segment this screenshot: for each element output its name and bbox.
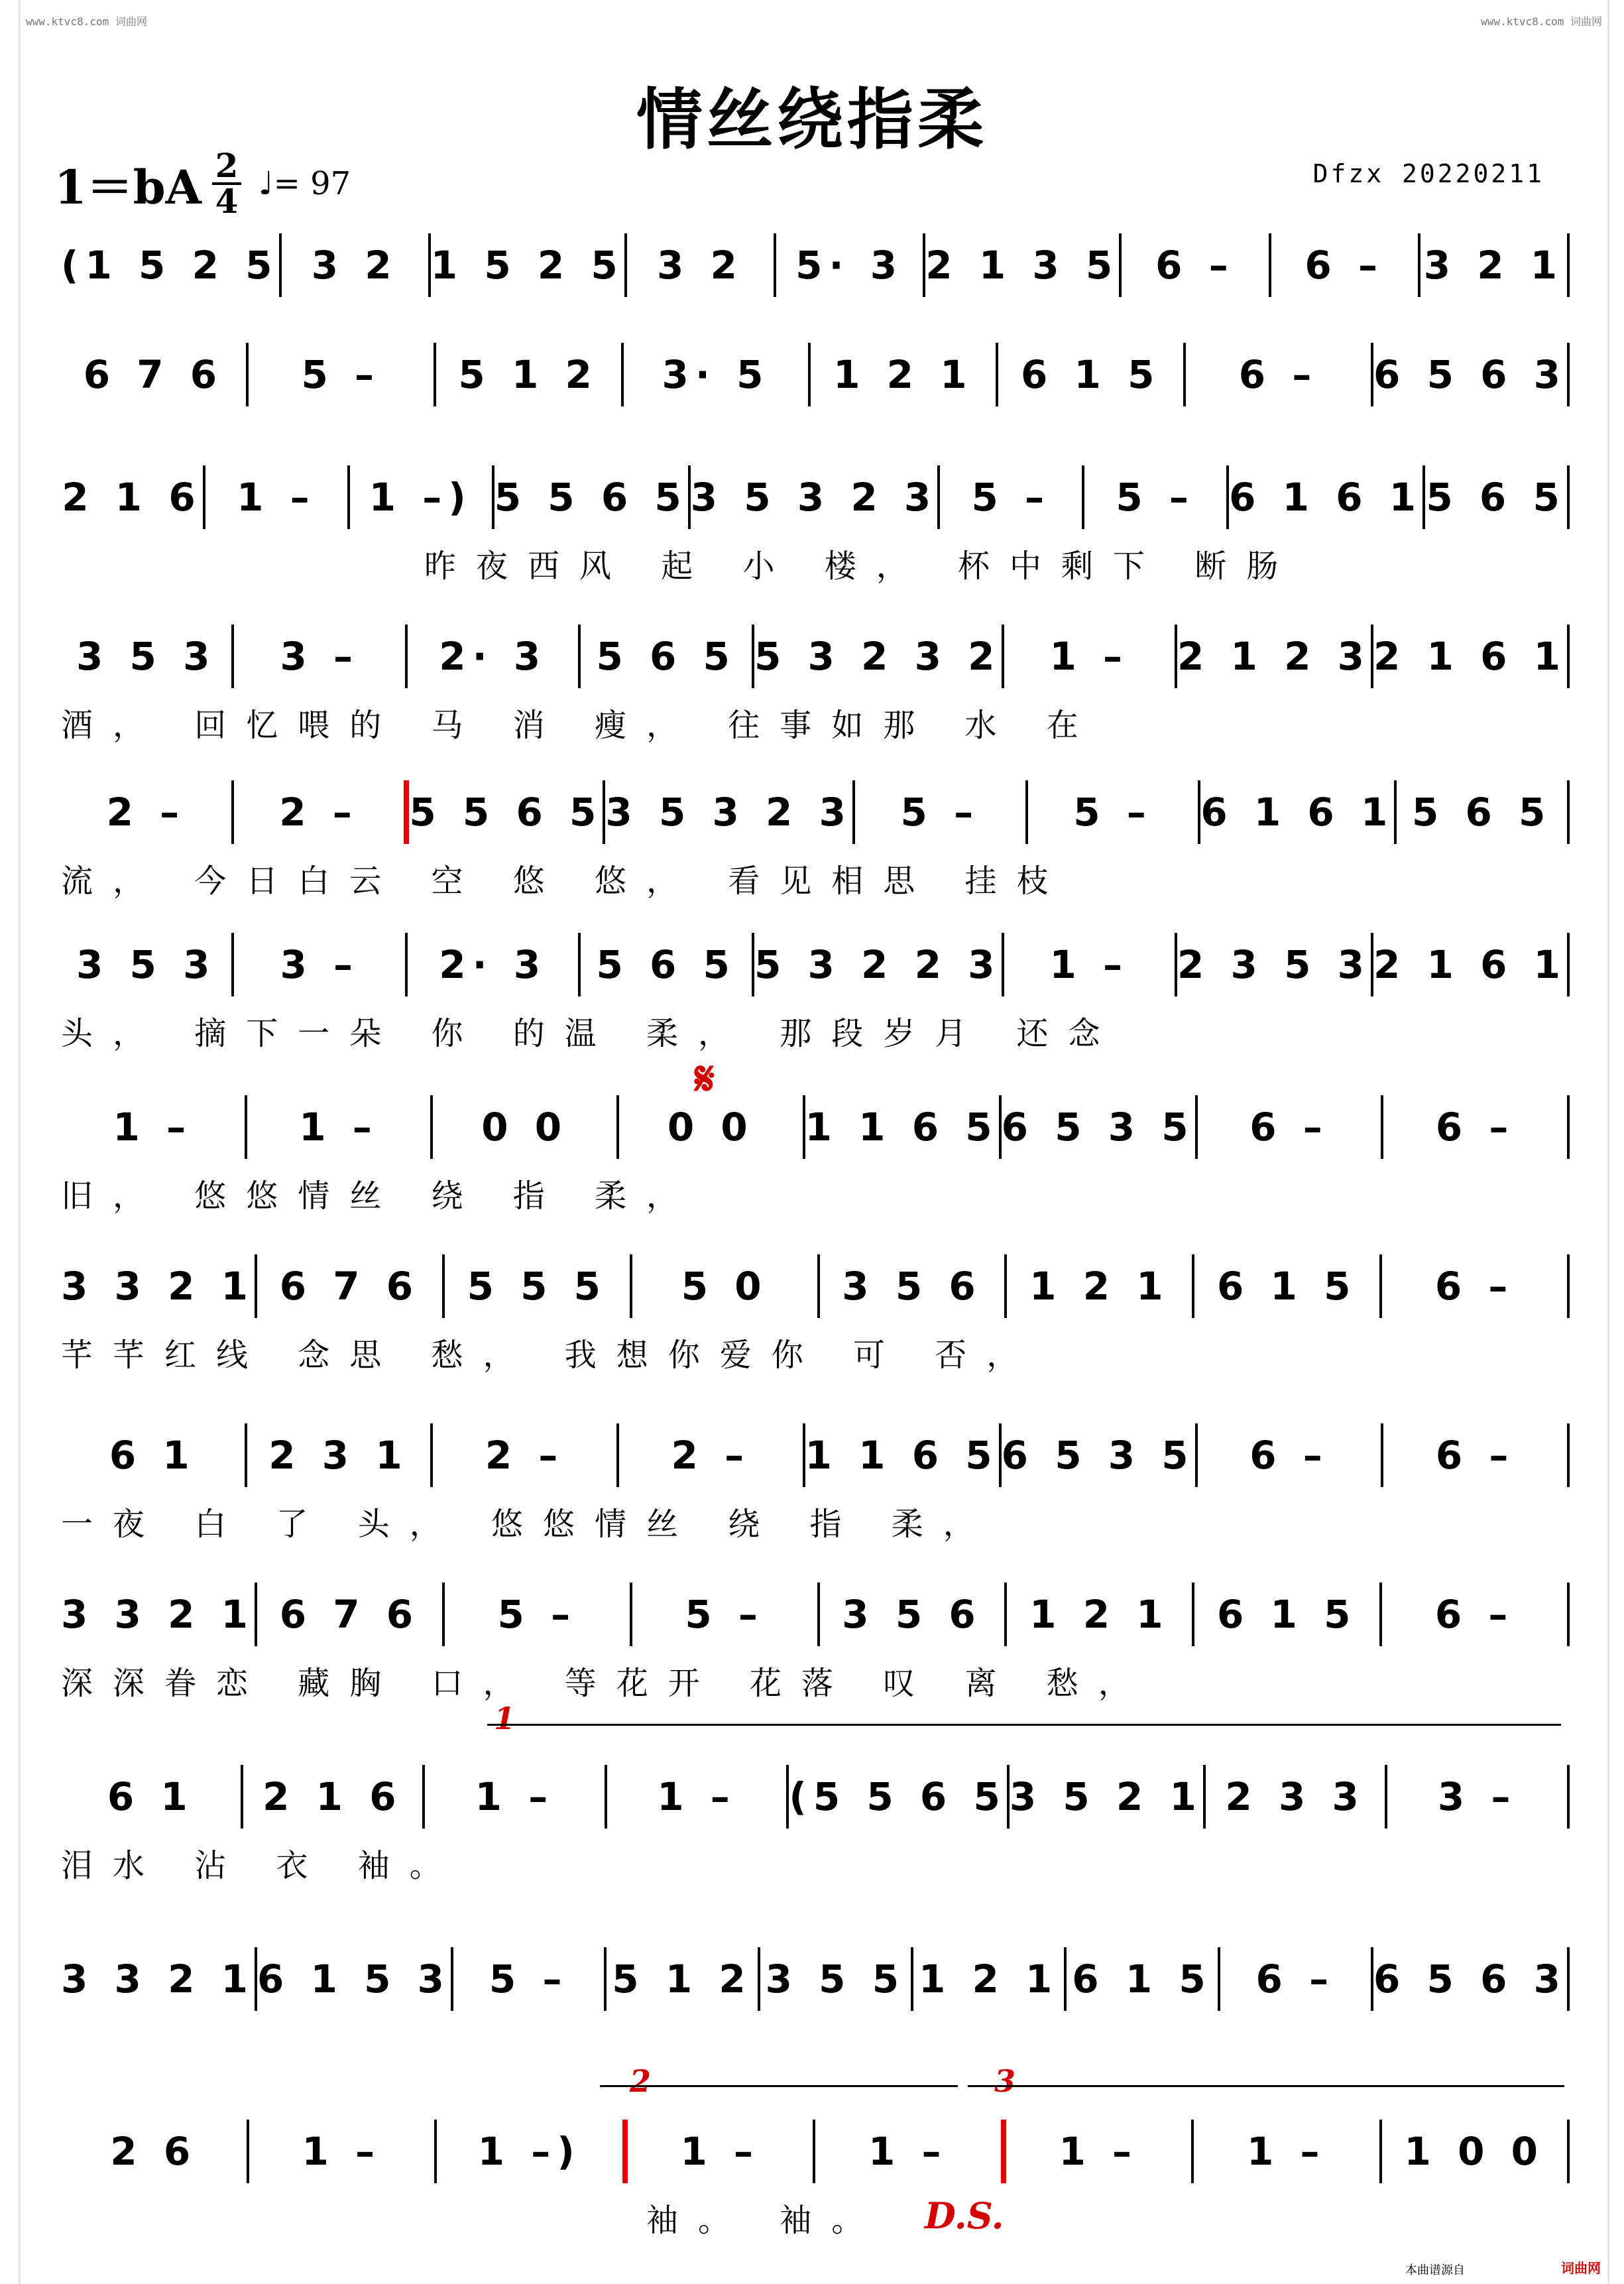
measure-notes: 5 6 5	[1426, 475, 1566, 520]
measure	[1382, 2129, 1568, 2174]
measure-notes: 2 –	[485, 1433, 565, 1478]
measure-notes: 3 5 6	[842, 1592, 982, 1637]
measure	[1200, 790, 1394, 835]
measure	[607, 1774, 787, 1819]
measure	[61, 352, 246, 397]
score-system	[61, 620, 1570, 693]
measure	[605, 790, 852, 835]
lyric-line: 酒， 回忆喂的 马 消 瘦， 往事如那 水 在	[61, 707, 1098, 744]
measure	[607, 1956, 757, 2002]
lyric-line: 芊芊红线 念思 愁， 我想你爱你 可 否，	[61, 1337, 1039, 1374]
measure-notes: 3 5 5	[765, 1956, 906, 2002]
barline	[1567, 780, 1570, 844]
measure	[581, 942, 751, 987]
measure	[61, 790, 231, 835]
measure-notes: 1 2 1	[833, 352, 974, 397]
measure	[445, 1592, 630, 1637]
barline	[404, 780, 409, 844]
measure	[913, 1956, 1064, 2002]
measure-notes: 2 1 6	[262, 1774, 403, 1819]
measure	[776, 243, 923, 288]
lyric-line: 昨夜西风 起 小 楼， 杯中剩下 断肠	[424, 548, 1299, 585]
measure	[1383, 1433, 1567, 1478]
measure-notes: 5 6 5	[596, 634, 736, 679]
measure	[243, 1774, 423, 1819]
lyric-line: 泪水 沾 衣 袖。	[61, 1847, 461, 1884]
measure-notes: 3 –	[1437, 1774, 1517, 1819]
measure	[282, 243, 428, 288]
measure-notes: 1 –	[113, 1105, 193, 1150]
measure	[805, 1105, 999, 1150]
measure-notes: 6 –	[1435, 1105, 1515, 1150]
measure	[1177, 634, 1371, 679]
measure	[1002, 1105, 1195, 1150]
measure	[1387, 1774, 1567, 1819]
measure	[754, 634, 1002, 679]
score-system	[61, 928, 1570, 1001]
measure	[425, 1774, 605, 1819]
measure-notes: 5 –	[900, 790, 980, 835]
barline	[1567, 1095, 1570, 1159]
measure-notes: 6 –	[1434, 1592, 1515, 1637]
measure	[61, 942, 231, 987]
lyric-line: 袖。 袖。	[646, 2202, 884, 2239]
measure-notes: 6 –	[1435, 1433, 1515, 1478]
score-system	[61, 461, 1570, 534]
measure-notes: 2 6	[110, 2129, 198, 2174]
measure-notes: 2 3 1	[268, 1433, 409, 1478]
measure-notes: 1 2 1	[918, 1956, 1059, 2002]
measure	[453, 1956, 604, 2002]
measure-notes: 1 –)	[477, 2129, 581, 2174]
measure-notes: 6 1 5	[1072, 1956, 1212, 2002]
measure	[205, 475, 347, 520]
measure	[257, 1592, 442, 1637]
measure-notes: 5 –	[685, 1592, 764, 1637]
measure	[619, 1433, 803, 1478]
measure	[1373, 634, 1567, 679]
measure-notes: 1 0 0	[1404, 2129, 1544, 2174]
measure-notes: 1 –	[1059, 2129, 1139, 2174]
key-signature	[54, 146, 351, 221]
time-signature	[212, 146, 241, 221]
watermark-left: www.ktvc8.com 词曲网	[26, 15, 147, 28]
measure	[805, 1433, 999, 1478]
measure-notes: 5 1 2	[458, 352, 599, 397]
measure-notes: 5 –	[1116, 475, 1195, 520]
measure	[408, 942, 578, 987]
measure	[61, 1592, 255, 1637]
measure	[1382, 1264, 1567, 1309]
measure	[1006, 2129, 1192, 2174]
measure	[1194, 1264, 1379, 1309]
score-system	[61, 1578, 1570, 1651]
measure	[61, 1433, 245, 1478]
measure	[632, 1592, 817, 1637]
measure	[1010, 1774, 1203, 1819]
barline	[1567, 1765, 1570, 1829]
measure	[998, 352, 1183, 397]
footer-site: 词曲网	[1561, 2260, 1601, 2276]
volta-bracket-3	[968, 2085, 1564, 2087]
barline	[1567, 933, 1570, 996]
barline	[1567, 625, 1570, 688]
measure-notes: 3 5 2 1	[1009, 1774, 1203, 1819]
measure-notes: 6 7 6	[279, 1592, 420, 1637]
measure	[1028, 790, 1198, 835]
measure-notes: 2 1 3 5	[925, 243, 1120, 288]
meter-top: 2	[215, 146, 239, 185]
measure	[431, 243, 624, 288]
measure	[234, 942, 404, 987]
measure-notes: 1 –	[680, 2129, 760, 2174]
barline	[1567, 2120, 1570, 2183]
measure-notes: 5 3 2 2 3	[754, 942, 1002, 987]
measure-notes: 6 –	[1238, 352, 1318, 397]
volta-bracket-2	[600, 2085, 958, 2087]
measure-notes: 1 –	[237, 475, 316, 520]
measure	[925, 243, 1119, 288]
measure	[1373, 352, 1567, 397]
measure-notes: 5 –	[971, 475, 1051, 520]
measure-notes: 2 –	[279, 790, 359, 835]
barline	[1567, 343, 1570, 406]
measure-notes: 6 1 6 1	[1229, 475, 1423, 520]
measure-notes: 5 0	[681, 1264, 768, 1309]
measure-notes: 3 2	[311, 243, 398, 288]
measure	[61, 1105, 245, 1150]
barline	[1001, 2120, 1006, 2183]
measure-notes: 1 –	[299, 1105, 378, 1150]
measure	[1229, 475, 1422, 520]
measure	[1206, 1774, 1385, 1819]
measure-notes: 3 2 1	[1423, 243, 1564, 288]
measure	[247, 1105, 431, 1150]
barline	[1567, 465, 1570, 529]
measure	[855, 790, 1025, 835]
tempo-marking: ♩= 97	[258, 165, 351, 202]
measure-notes: 1 1 6 5	[805, 1105, 999, 1150]
measure-notes: 6 5 3 5	[1001, 1433, 1195, 1478]
measure-notes: 6 –	[1434, 1264, 1515, 1309]
measure	[632, 1264, 817, 1309]
measure-notes: 3 3 2 1	[61, 1956, 255, 2002]
measure-notes: 1 2 1	[1029, 1592, 1170, 1637]
measure	[494, 475, 688, 520]
measure-notes: 6 1 5	[1020, 352, 1161, 397]
measure-notes: 6 1 5	[1217, 1264, 1358, 1309]
measure-notes: 2· 3	[439, 942, 548, 987]
measure-notes: 2 1 2 3	[1177, 634, 1371, 679]
measure-notes: 1 1 6 5	[805, 1433, 999, 1478]
measure-notes: 2 1 6 1	[1373, 942, 1568, 987]
score-system	[61, 338, 1570, 411]
measure	[247, 1433, 431, 1478]
lyric-line: 深深眷恋 藏胸 口， 等花开 花落 叹 离 愁，	[61, 1665, 1150, 1702]
measure-notes: 1 –)	[369, 475, 473, 520]
measure-notes: 5 –	[497, 1592, 577, 1637]
measure-notes: 3 2	[656, 243, 744, 288]
measure-notes: 6 5 3 5	[1001, 1105, 1195, 1150]
measure-notes: 6 –	[1255, 1956, 1336, 2002]
measure-notes: 3 5 3 2 3	[605, 790, 852, 835]
lyric-line: 头， 摘下一朵 你 的温 柔， 那段岁月 还念	[61, 1015, 1120, 1052]
measure	[1271, 243, 1418, 288]
measure	[760, 1956, 911, 2002]
measure-notes: 1 –	[868, 2129, 948, 2174]
barline	[1567, 1583, 1570, 1646]
measure	[1220, 1956, 1371, 2002]
measure	[820, 1264, 1005, 1309]
score-system	[61, 1419, 1570, 1492]
measure	[61, 475, 203, 520]
barline	[1567, 1254, 1570, 1318]
measure-notes: 5 3 2 3 2	[754, 634, 1002, 679]
measure-notes: (1 5 2 5	[61, 243, 279, 288]
measure-notes: 5 6 5	[1411, 790, 1552, 835]
measure	[61, 2129, 247, 2174]
measure-notes: 2 –	[671, 1433, 751, 1478]
lyric-line: 流， 今日白云 空 悠 悠， 看见相思 挂枝	[61, 863, 1069, 900]
measure-notes: 6 7 6	[83, 352, 224, 397]
measure-notes: (5 5 6 5	[789, 1774, 1007, 1819]
barline	[1567, 1423, 1570, 1487]
key-text: 1＝bA	[54, 159, 202, 215]
footer-source: 本曲谱源自	[1405, 2263, 1465, 2277]
measure	[1383, 1105, 1567, 1150]
measure	[1186, 352, 1371, 397]
measure-notes: 3 –	[280, 942, 359, 987]
measure-notes: 6 –	[1249, 1433, 1329, 1478]
measure-notes: 0 0	[481, 1105, 569, 1150]
score-system	[61, 776, 1570, 849]
measure-notes: 5 5 6 5	[494, 475, 688, 520]
measure-notes: 5 6 5	[596, 942, 736, 987]
measure	[1198, 1105, 1381, 1150]
measure-notes: 2 3 5 3	[1177, 942, 1371, 987]
measure-notes: 3 –	[280, 634, 359, 679]
measure-notes: 3 5 3 2 3	[690, 475, 938, 520]
measure	[1373, 1956, 1567, 2002]
measure	[61, 1774, 241, 1819]
measure	[691, 475, 938, 520]
barline	[1567, 1947, 1570, 2011]
measure	[1373, 942, 1567, 987]
measure-notes: 1 –	[1049, 942, 1130, 987]
measure	[624, 352, 809, 397]
measure-notes: 1 –	[1049, 634, 1130, 679]
measure	[940, 475, 1082, 520]
measure	[257, 1264, 442, 1309]
measure-notes: 5· 3	[795, 243, 904, 288]
measure-notes: 3 5 3	[76, 634, 217, 679]
measure	[1397, 790, 1567, 835]
measure	[433, 1105, 616, 1150]
volta-bracket-1	[487, 1724, 1561, 1726]
measure-notes: 1 2 1	[1029, 1264, 1170, 1309]
measure	[789, 1774, 1007, 1819]
score-system	[61, 1760, 1570, 1833]
measure	[234, 790, 404, 835]
measure	[581, 634, 751, 679]
measure-notes: 6 1 6 1	[1200, 790, 1395, 835]
measure-notes: 1 –	[1246, 2129, 1326, 2174]
measure	[628, 2129, 813, 2174]
measure-notes: 1 –	[657, 1774, 736, 1819]
measure-notes: 5 –	[489, 1956, 569, 2002]
barline	[622, 2120, 628, 2183]
measure	[1382, 1592, 1567, 1637]
measure	[619, 1105, 803, 1150]
score-system	[61, 2115, 1570, 2188]
measure	[1007, 1264, 1192, 1309]
measure-notes: 6 –	[1155, 243, 1235, 288]
measure-notes: 3· 5	[662, 352, 770, 397]
measure-notes: 6 5 6 3	[1373, 352, 1568, 397]
measure	[249, 2129, 435, 2174]
measure	[1194, 2129, 1379, 2174]
measure-notes: 2 –	[106, 790, 186, 835]
measure	[1002, 1433, 1195, 1478]
measure-notes: 6 1 5	[1217, 1592, 1358, 1637]
measure	[1084, 475, 1226, 520]
measure-notes: 3 3 2 1	[61, 1264, 255, 1309]
measure-notes: 6 7 6	[279, 1264, 420, 1309]
score-system	[61, 1943, 1570, 2015]
measure-notes: 5 5 6 5	[409, 790, 603, 835]
measure	[1122, 243, 1268, 288]
measure-notes: 2 1 6	[62, 475, 202, 520]
author-credit: Dfzx 20220211	[1312, 159, 1544, 188]
measure	[1425, 475, 1567, 520]
measure-notes: 1 –	[475, 1774, 555, 1819]
measure	[1421, 243, 1567, 288]
measure-notes: 5 –	[301, 352, 381, 397]
measure	[234, 634, 404, 679]
score-system	[61, 1091, 1570, 1164]
measure	[1198, 1433, 1381, 1478]
measure	[257, 1956, 451, 2002]
measure-notes: 3 5 3	[76, 942, 217, 987]
measure-notes: 5 1 2	[612, 1956, 752, 2002]
measure	[409, 790, 603, 835]
measure-notes: 6 –	[1249, 1105, 1329, 1150]
score-system	[61, 1250, 1570, 1323]
measure	[350, 475, 492, 520]
measure	[815, 2129, 1001, 2174]
measure	[61, 1264, 255, 1309]
volta-3: 3	[994, 2063, 1016, 2099]
measure-notes: 6 1	[107, 1774, 194, 1819]
measure-notes: 5 –	[1073, 790, 1153, 835]
measure-notes: 0 0	[667, 1105, 754, 1150]
volta-2: 2	[630, 2063, 652, 2099]
ds-marking: D.S.	[925, 2194, 1004, 2237]
measure-notes: 6 1 5 3	[257, 1956, 451, 2002]
barline	[1567, 233, 1570, 297]
song-title: 情丝绕指柔	[636, 80, 988, 158]
measure-notes: 6 5 6 3	[1373, 1956, 1568, 2002]
measure	[627, 243, 774, 288]
measure	[408, 634, 578, 679]
measure	[61, 243, 279, 288]
measure	[811, 352, 996, 397]
measure	[433, 1433, 616, 1478]
measure-notes: 1 5 2 5	[430, 243, 624, 288]
measure	[1067, 1956, 1217, 2002]
measure	[1004, 634, 1175, 679]
volta-1: 1	[494, 1701, 516, 1736]
score-system	[61, 229, 1570, 302]
measure-notes: 6 –	[1305, 243, 1384, 288]
measure	[61, 1956, 255, 2002]
measure-notes: 1 –	[302, 2129, 382, 2174]
measure-notes: 5 5 5	[467, 1264, 608, 1309]
meter-bottom: 4	[215, 182, 239, 221]
measure-notes: 2· 3	[439, 634, 548, 679]
segno-icon: 𝄋	[695, 1051, 715, 1106]
measure	[437, 2129, 622, 2174]
watermark-right: www.ktvc8.com 词曲网	[1481, 15, 1602, 28]
measure-notes: 2 3 3	[1225, 1774, 1365, 1819]
measure	[754, 942, 1002, 987]
measure	[436, 352, 621, 397]
measure-notes: 3 3 2 1	[61, 1592, 255, 1637]
measure-notes: 3 5 6	[842, 1264, 982, 1309]
measure	[61, 634, 231, 679]
lyric-line: 一夜 白 了 头， 悠悠情丝 绕 指 柔，	[61, 1506, 995, 1543]
measure	[1177, 942, 1371, 987]
measure	[1007, 1592, 1192, 1637]
measure	[445, 1264, 630, 1309]
lyric-line: 旧， 悠悠情丝 绕 指 柔，	[61, 1177, 699, 1215]
measure-notes: 2 1 6 1	[1373, 634, 1568, 679]
measure-notes: 6 1	[109, 1433, 196, 1478]
measure	[1194, 1592, 1379, 1637]
measure	[1004, 942, 1175, 987]
measure	[249, 352, 434, 397]
measure	[820, 1592, 1005, 1637]
